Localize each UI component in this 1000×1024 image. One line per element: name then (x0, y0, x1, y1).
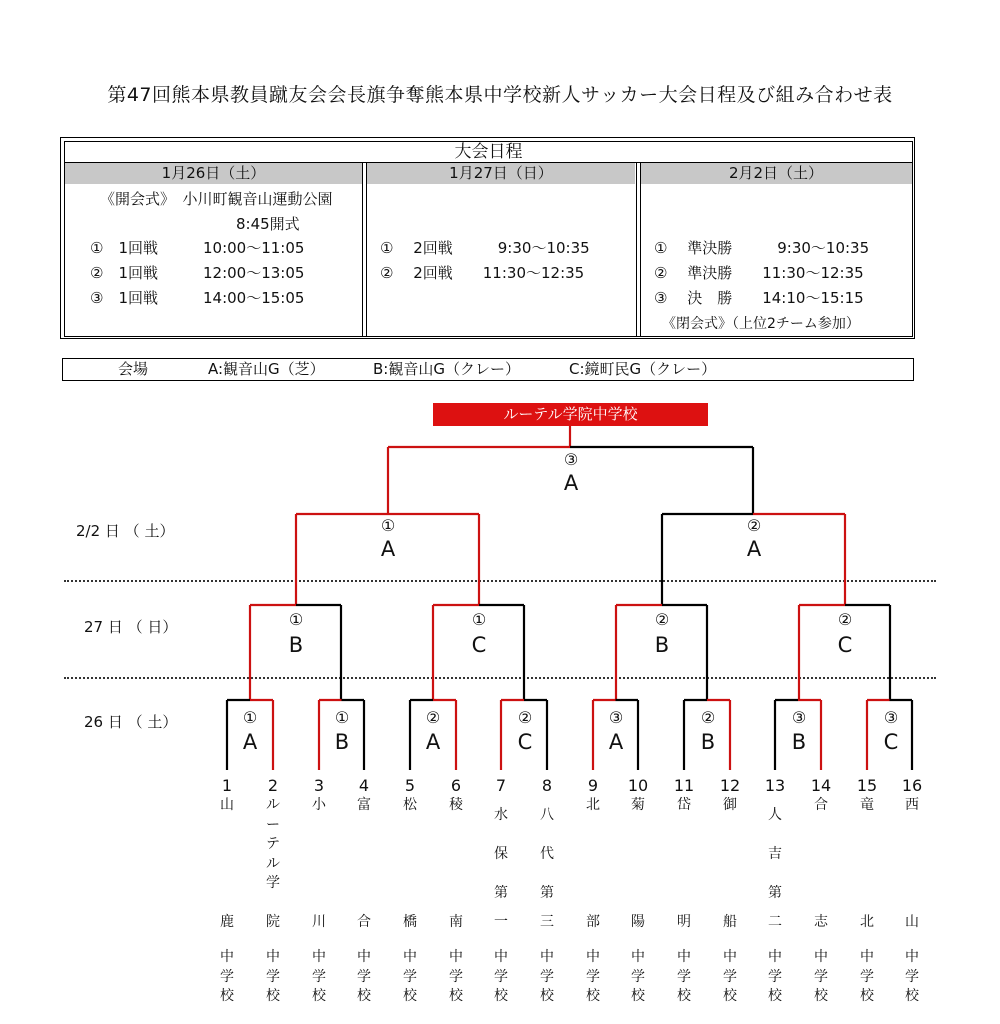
day2-line: ② 2回戦 11:30～12:35 (380, 264, 585, 282)
day2-header: 1月27日（日） (367, 163, 635, 184)
r2-match-venue: C (837, 633, 853, 657)
team-number: 15 (856, 776, 878, 795)
team-name-bottom: 志 (814, 914, 828, 930)
venue-b: B:観音山G（クレー） (373, 360, 520, 378)
team-number: 6 (450, 776, 462, 795)
r1-match-venue: B (791, 730, 807, 754)
team-name-bottom: 陽 (631, 914, 645, 930)
team-name-bottom: 一 (494, 914, 508, 930)
team-number: 8 (541, 776, 553, 795)
team-name-top: 小 (312, 797, 326, 813)
team-school-suffix: 中学校 (312, 949, 326, 1004)
semi-match-venue: A (746, 537, 762, 561)
day-label-round2: 27 日 （ 日） (84, 618, 178, 636)
r1-match-code: ③ (608, 708, 624, 727)
page-title: 第47回熊本県教員蹴友会会長旗争奪熊本県中学校新人サッカー大会日程及び組み合わせ表 (107, 84, 893, 106)
team-name-top: 竜 (860, 797, 874, 813)
day3-line: 《閉会式》（上位2チーム参加） (662, 316, 860, 332)
team-name-bottom: 院 (266, 914, 280, 930)
team-number: 7 (495, 776, 507, 795)
team-name-bottom: 川 (312, 914, 326, 930)
team-name-top: 八代第 (540, 807, 554, 901)
r2-match-code: ② (837, 610, 853, 629)
team-name-top: ルーテル学 (266, 797, 280, 891)
r1-match-code: ① (242, 708, 258, 727)
r2-match-venue: B (288, 633, 304, 657)
semi-match-code: ② (746, 516, 762, 535)
team-name-bottom: 船 (723, 914, 737, 930)
day2-line: ① 2回戦 9:30～10:35 (380, 239, 590, 257)
team-school-suffix: 中学校 (403, 949, 417, 1004)
team-number: 4 (358, 776, 370, 795)
venue-label: 会場 (118, 360, 149, 378)
r1-match-code: ③ (883, 708, 899, 727)
r1-match-code: ② (700, 708, 716, 727)
team-name-bottom: 合 (357, 914, 371, 930)
day3-line: ① 準決勝 9:30～10:35 (654, 239, 870, 257)
team-name-top: 合 (814, 797, 828, 813)
team-name-top: 松 (403, 797, 417, 813)
team-number: 1 (221, 776, 233, 795)
day1-line: ① 1回戦 10:00～11:05 (90, 239, 305, 257)
team-name-bottom: 南 (449, 914, 463, 930)
r1-match-code: ③ (791, 708, 807, 727)
team-name-bottom: 鹿 (220, 914, 234, 930)
team-school-suffix: 中学校 (357, 949, 371, 1004)
team-number: 2 (267, 776, 279, 795)
schedule-heading: 大会日程 (454, 142, 523, 162)
venue-a: A:観音山G（芝） (208, 360, 325, 378)
team-school-suffix: 中学校 (631, 949, 645, 1004)
venue-c: C:鏡町民G（クレー） (569, 360, 717, 378)
team-name-top: 岱 (677, 797, 691, 813)
day3-line: ② 準決勝 11:30～12:35 (654, 264, 864, 282)
team-school-suffix: 中学校 (814, 949, 828, 1004)
final-match-code: ③ (563, 450, 579, 469)
team-number: 11 (673, 776, 695, 795)
team-name-top: 菊 (631, 797, 645, 813)
team-name-top: 山 (220, 797, 234, 813)
day-label-round1: 26 日 （ 土） (84, 713, 178, 731)
r1-match-code: ① (334, 708, 350, 727)
team-name-top: 富 (357, 797, 371, 813)
team-name-top: 水保第 (494, 807, 508, 901)
day3-header: 2月2日（土） (640, 163, 912, 184)
team-name-bottom: 部 (586, 914, 600, 930)
r1-match-venue: A (425, 730, 441, 754)
r1-match-venue: B (334, 730, 350, 754)
day1-line: 8:45開式 (236, 215, 300, 233)
team-name-top: 人吉第 (768, 807, 782, 901)
team-school-suffix: 中学校 (677, 949, 691, 1004)
team-name-bottom: 明 (677, 914, 691, 930)
team-school-suffix: 中学校 (540, 949, 554, 1004)
team-number: 5 (404, 776, 416, 795)
r1-match-code: ② (517, 708, 533, 727)
team-number: 16 (901, 776, 923, 795)
team-school-suffix: 中学校 (494, 949, 508, 1004)
day1-header: 1月26日（土） (65, 163, 362, 184)
team-school-suffix: 中学校 (449, 949, 463, 1004)
team-school-suffix: 中学校 (266, 949, 280, 1004)
team-name-bottom: 二 (768, 914, 782, 930)
team-school-suffix: 中学校 (723, 949, 737, 1004)
team-number: 14 (810, 776, 832, 795)
team-name-top: 御 (723, 797, 737, 813)
day1-line: ③ 1回戦 14:00～15:05 (90, 289, 305, 307)
day1-line: 《開会式》 小川町観音山運動公園 (100, 190, 333, 208)
team-number: 12 (719, 776, 741, 795)
team-name-bottom: 山 (905, 914, 919, 930)
team-name-bottom: 三 (540, 914, 554, 930)
r1-match-venue: C (883, 730, 899, 754)
team-name-bottom: 橋 (403, 914, 417, 930)
r1-match-venue: B (700, 730, 716, 754)
r2-match-venue: B (654, 633, 670, 657)
team-school-suffix: 中学校 (768, 949, 782, 1004)
r1-match-venue: C (517, 730, 533, 754)
r1-match-venue: A (242, 730, 258, 754)
day-label-final: 2/2 日 （ 土） (76, 522, 175, 540)
r2-match-venue: C (471, 633, 487, 657)
team-number: 3 (313, 776, 325, 795)
final-match-venue: A (563, 471, 579, 495)
team-name-top: 北 (586, 797, 600, 813)
team-number: 9 (587, 776, 599, 795)
team-name-top: 稜 (449, 797, 463, 813)
r1-match-venue: A (608, 730, 624, 754)
r1-match-code: ② (425, 708, 441, 727)
r2-match-code: ① (288, 610, 304, 629)
champion-box: ルーテル学院中学校 (433, 403, 708, 426)
team-number: 13 (764, 776, 786, 795)
day3-line: ③ 決 勝 14:10～15:15 (654, 289, 864, 307)
team-school-suffix: 中学校 (860, 949, 874, 1004)
r2-match-code: ② (654, 610, 670, 629)
team-school-suffix: 中学校 (220, 949, 234, 1004)
day1-line: ② 1回戦 12:00～13:05 (90, 264, 305, 282)
semi-match-venue: A (380, 537, 396, 561)
semi-match-code: ① (380, 516, 396, 535)
team-school-suffix: 中学校 (905, 949, 919, 1004)
r2-match-code: ① (471, 610, 487, 629)
team-name-bottom: 北 (860, 914, 874, 930)
team-number: 10 (627, 776, 649, 795)
team-school-suffix: 中学校 (586, 949, 600, 1004)
team-name-top: 西 (905, 797, 919, 813)
